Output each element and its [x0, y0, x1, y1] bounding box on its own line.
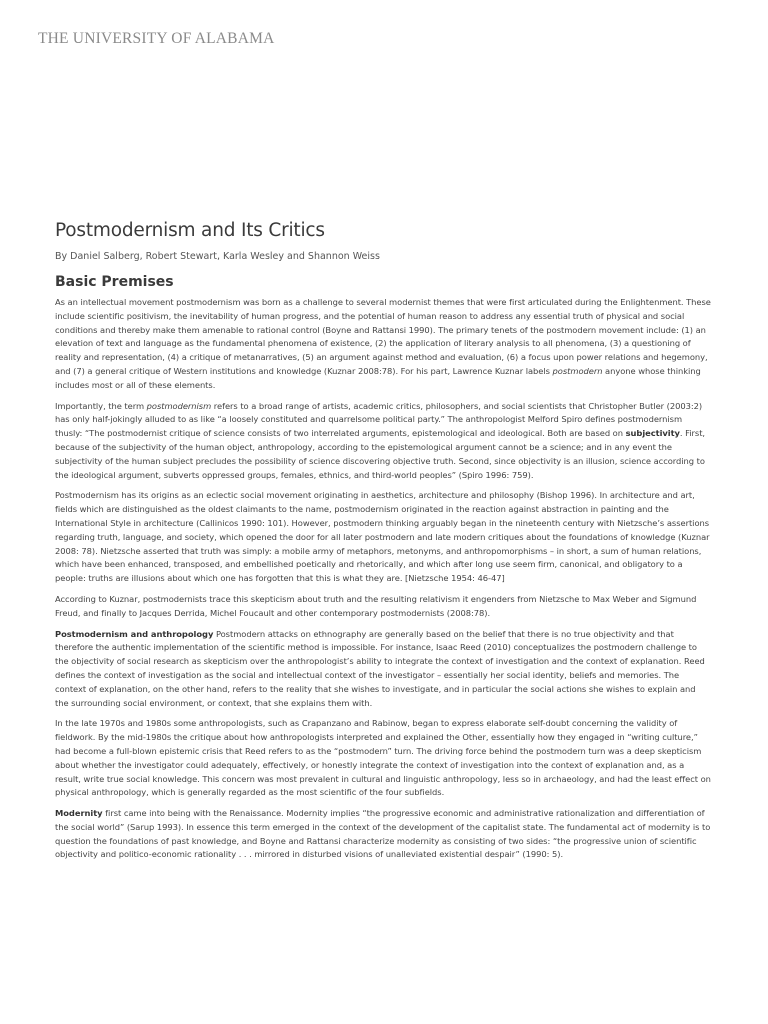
- paragraph-text: refers to a broad range of artists, academic critics, philosophers, and social scientists that Christopher Butler (2003:2) has only half-jokingly alluded to as like “a loosely constituted and quarrelsome political party.” The anthropologist Melford Spiro defines postmodernism thusly: “The postmodernist critique of science consists of two interrelated arguments, epistemological and ideological. Both are based on: [55, 400, 703, 439]
- paragraph-4: According to Kuznar, postmodernists trace this skepticism about truth and the resulting relativism it engenders from Nietzsche to Max Weber and Sigmund Freud, and finally to Jacques Derrida, Michel Foucault and other contemporary postmodernists (2008:78).: [55, 593, 697, 618]
- paragraph-text: As an intellectual movement postmodernism was born as a challenge to several modernist themes that were first articulated during the Enlightenment. These include scientific positivism, the inevitability of human progress, and the potential of human reason to address any essential truth of physical and social conditions and thereby make them amenable to rational control (Boyne and Rattansi 1990). The primary tenets of the postmodern movement include: (1) an elevation of text and language as the fundamental phenomena of existence, (2) the application of literary analysis to all phenomena, (3) a questioning of reality and representation, (4) a critique of metanarratives, (5) an argument against method and evaluation, (6) a focus upon power relations and hegemony, and (7) a general critique of Western institutions and knowledge (Kuznar 2008:78). For his part, Lawrence Kuznar labels: [55, 297, 711, 376]
- paragraph-2: [55, 400, 711, 483]
- article-title: Postmodernism and Its Critics: [55, 220, 325, 241]
- italic-term: postmodern: [552, 365, 603, 376]
- paragraph-text: Importantly, the term: [55, 400, 147, 411]
- paragraph-7: [55, 807, 711, 862]
- paragraph-text: anyone whose thinking includes most or all of these elements.: [55, 365, 701, 390]
- paragraph-5: [55, 628, 711, 711]
- italic-term: postmodernism: [146, 400, 212, 411]
- paragraph-3: Postmodernism has its origins as an eclectic social movement originating in aesthetics, architecture and philosophy (Bishop 1996). In architecture and art, fields which are distinguished as the oldest claimants to the name, postmodernism originated in the reaction against abstraction in painting and the International Style in architecture (Callinicos 1990: 101). However, postmodern thinking arguably began in the nineteenth century with Nietzsche’s assertions regarding truth, language, and society, which opened the door for all later postmodern and late modern critiques about the foundations of knowledge (Kuznar 2008: 78). Nietzsche asserted that truth was simply: a mobile army of metaphors, metonyms, and anthropomorphisms – in short, a sum of human relations, which have been enhanced, transposed, and embellished poetically and rhetorically, and which after long use seem firm, canonical, and obligatory to a people: truths are illusions about which one has forgotten that this is what they are. [Nietzsche 1954: 46-47]: [55, 490, 710, 584]
- bold-term: Postmodernism and anthropology: [55, 628, 214, 639]
- paragraph-1: [55, 296, 711, 393]
- paragraph-text: . First, because of the subjectivity of the human object, anthropology, according to the epistemological argument cannot be a science; and in any event the subjectivity of the human subject precludes the possibility of science discovering objective truth. Second, since objectivity is an illusion, science according to the ideological argument, subverts oppressed groups, females, ethnics, and third-world peoples” (Spiro 1996: 759).: [55, 428, 706, 480]
- section-heading: Basic Premises: [55, 274, 174, 290]
- paragraph-text: Postmodern attacks on ethnography are generally based on the belief that there is no true objectivity and that therefore the authentic implementation of the scientific method is impossible. For instance, Isaac Reed (2010) conceptualizes the postmodern challenge to the objectivity of social research as skepticism over the anthropologist’s ability to integrate the context of investigation and the context of explanation. Reed defines the context of investigation as the social and intellectual context of the investigator – essentially her social identity, beliefs and memories. The context of explanation, on the other hand, refers to the reality that she wishes to investigate, and in particular the social actions she wishes to explain and the surrounding social environment, or context, that she explains them with.: [55, 628, 705, 708]
- paragraph-6: In the late 1970s and 1980s some anthropologists, such as Crapanzano and Rabinow, began to express elaborate self-doubt concerning the validity of fieldwork. By the mid-1980s the critique about how anthropologists interpreted and explained the Other, essentially how they engaged in “writing culture,” had become a full-blown epistemic crisis that Reed refers to as the “postmodern” turn. The driving force behind the postmodern turn was a deep skepticism about whether the investigator could adequately, effectively, or honestly integrate the context of investigation into the context of explanation and, as a result, write true social knowledge. This concern was most prevalent in cultural and linguistic anthropology, less so in archaeology, and had the least effect on physical anthropology, which is generally regarded as the most scientific of the four subfields.: [55, 718, 711, 798]
- bold-term: subjectivity: [625, 428, 680, 439]
- article: [55, 220, 711, 862]
- bold-term: Modernity: [55, 808, 103, 819]
- byline: By Daniel Salberg, Robert Stewart, Karla Wesley and Shannon Weiss: [55, 251, 380, 262]
- university-header: THE UNIVERSITY OF ALABAMA: [38, 30, 275, 47]
- paragraph-text: first came into being with the Renaissance. Modernity implies “the progressive economic and administrative rationalization and differentiation of the social world” (Sarup 1993). In essence this term emerged in the context of the development of the capitalist state. The fundamental act of modernity is to question the foundations of past knowledge, and Boyne and Rattansi characterize modernity as consisting of two sides: “the progressive union of scientific objectivity and politico-economic rationality . . . mirrored in disturbed visions of unalleviated existential despair” (1990: 5).: [55, 808, 711, 860]
